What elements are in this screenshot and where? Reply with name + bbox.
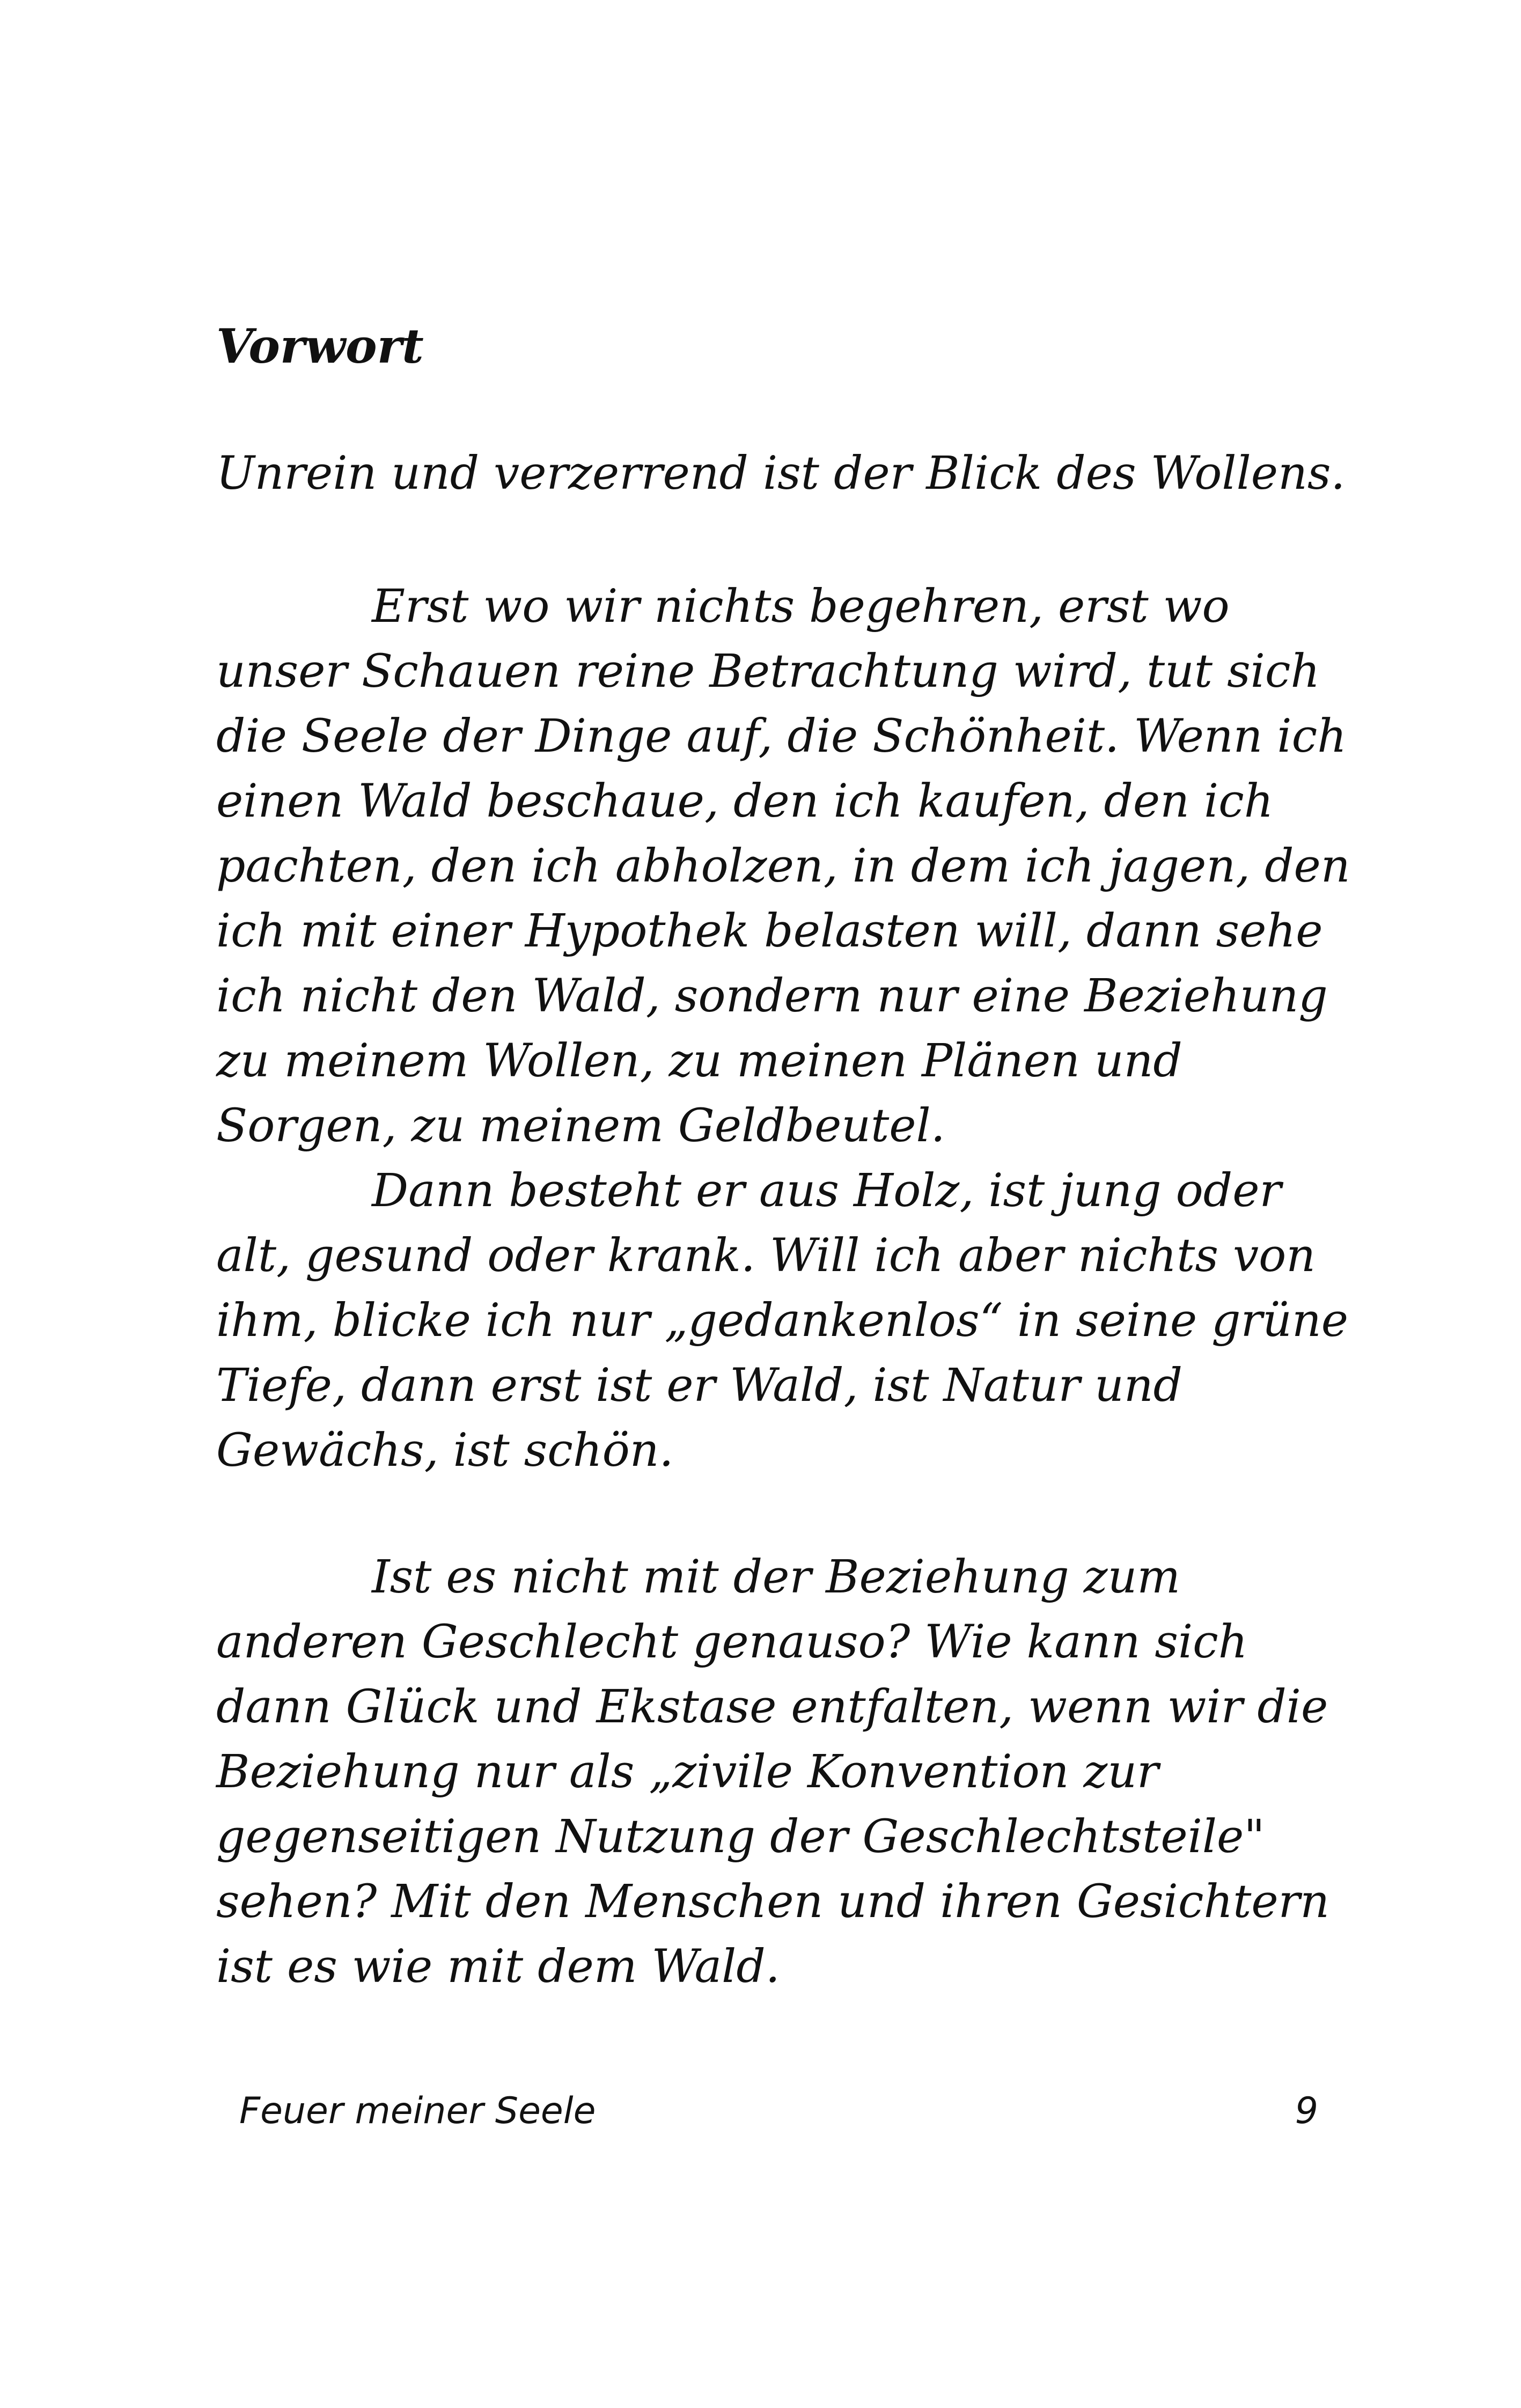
paragraph-line: ich nicht den Wald, sondern nur eine Beziehung	[216, 970, 1328, 1023]
paragraph-line: unser Schauen reine Betrachtung wird, tut sich	[216, 645, 1320, 698]
paragraph-line: sehen? Mit den Menschen und ihren Gesichtern	[216, 1875, 1330, 1928]
paragraph-line: alt, gesund oder krank. Will ich aber nichts von	[216, 1229, 1316, 1282]
footer-page-number: 9	[1295, 2090, 1318, 2132]
paragraph-line: ihm, blicke ich nur „gedankenlos“ in seine grüne	[216, 1294, 1349, 1347]
paragraph-line: Sorgen, zu meinem Geldbeutel.	[216, 1099, 945, 1152]
paragraph-line: Gewächs, ist schön.	[216, 1424, 674, 1477]
paragraph-line: Tiefe, dann erst ist er Wald, ist Natur und	[216, 1359, 1183, 1412]
chapter-heading: Vorwort	[216, 318, 424, 374]
paragraph-line: Beziehung nur als „zivile Konvention zur	[216, 1745, 1159, 1798]
paragraph-line: zu meinem Wollen, zu meinen Plänen und	[216, 1034, 1182, 1088]
paragraph-line: Dann besteht er aus Holz, ist jung oder	[372, 1164, 1282, 1217]
paragraph-3	[216, 1545, 1332, 1999]
paragraph-line: Ist es nicht mit der Beziehung zum	[372, 1551, 1180, 1604]
paragraph-line: einen Wald beschaue, den ich kaufen, den ich	[216, 775, 1274, 828]
paragraph-line: dann Glück und Ekstase entfalten, wenn wir die	[216, 1680, 1328, 1734]
paragraph-line: pachten, den ich abholzen, in dem ich jagen, den	[216, 840, 1350, 893]
paragraph-line: gegenseitigen Nutzung der Geschlechtsteile"	[216, 1810, 1265, 1863]
paragraph-line: die Seele der Dinge auf, die Schönheit. Wenn ich	[216, 710, 1347, 763]
intro-text: Unrein und verzerrend ist der Blick des Wollens.	[216, 447, 1346, 500]
paragraph-2	[216, 1158, 1349, 1483]
intro-line	[216, 441, 1346, 506]
paragraph-line: anderen Geschlecht genauso? Wie kann sich	[216, 1616, 1248, 1669]
paragraph-line: ist es wie mit dem Wald.	[216, 1940, 780, 1993]
footer-book-title: Feuer meiner Seele	[239, 2090, 596, 2132]
paragraph-1	[216, 574, 1350, 1158]
paragraph-line: ich mit einer Hypothek belasten will, dann sehe	[216, 905, 1323, 958]
paragraph-line: Erst wo wir nichts begehren, erst wo	[372, 580, 1230, 633]
